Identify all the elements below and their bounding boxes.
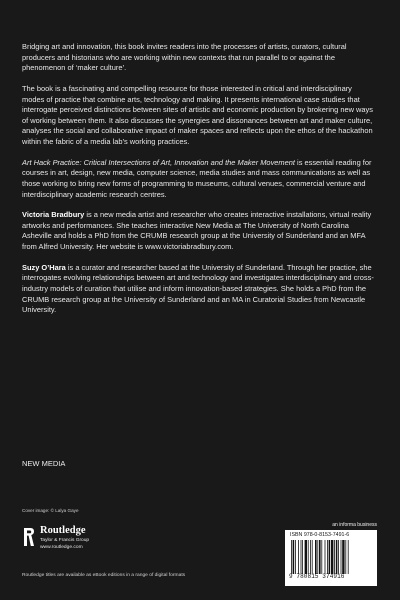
description-block xyxy=(22,42,374,326)
isbn-digits: 9 780815 374916 xyxy=(289,573,345,580)
publisher-name: Routledge xyxy=(40,525,86,536)
isbn-label: ISBN 978-0-8153-7491-6 xyxy=(290,532,350,538)
author-bio-2 xyxy=(22,263,374,316)
description-paragraph-1: Bridging art and innovation, this book invites readers into the processes of artists, curators, cultural producers and historians who are working within new contexts that run parallel to or against the phenomenon of ‘maker culture’. xyxy=(22,42,347,73)
subject-label: NEW MEDIA xyxy=(22,459,66,468)
isbn-barcode xyxy=(289,540,373,574)
audience-text: is essential reading for courses in art, design, new media, computer science, media studies and mass communications as well as those working to bring new forms of programming to museums, cultural venues, commercial venture and interdisciplinary academic research centres. xyxy=(22,157,372,199)
author-bio-text-2: is a curator and researcher based at the University of Sunderland. Through her practice, she interrogates evolving relationships between art and technology and investigates interdisciplinary and cross-industry models of curation that utilise and inform innovation-based strategies. She holds a PhD from the CRUMB research group at the University of Sunderland and an MA in Curatorial Studies from Newcastle University. xyxy=(22,262,374,315)
author-name-1: Victoria Bradbury xyxy=(22,210,85,220)
description-paragraph-2: The book is a fascinating and compelling resource for those interested in critical and interdisciplinary modes of practice that combine arts, technology and making. It presents international case studies that interrogate perceived distinctions between sites of artistic and economic production by brokering new ways of working between them. It also discusses the synergies and dissonances between art and maker culture, analyses the social and collaborative impact of maker spaces and reflects upon the ethos of the hackathon within the fabric of a media lab’s working practices. xyxy=(22,83,373,146)
author-bio-1 xyxy=(22,210,374,252)
publisher-block xyxy=(22,526,192,556)
description-paragraph-3 xyxy=(22,158,374,200)
book-title: Art Hack Practice: Critical Intersections of Art, Innovation and the Maker Movement xyxy=(22,157,295,167)
cover-credit: Cover image: © Lalya Gaye xyxy=(22,508,79,513)
author-name-2: Suzy O’Hara xyxy=(22,262,66,272)
barcode-panel xyxy=(285,530,377,586)
routledge-logo-icon xyxy=(22,527,35,547)
publisher-text xyxy=(40,526,89,550)
publisher-group: Taylor & Francis Group xyxy=(40,538,90,543)
imprint-text: an informa business xyxy=(332,522,377,528)
publisher-url[interactable]: www.routledge.com xyxy=(40,545,83,550)
author-bio-text-1: is a new media artist and researcher who creates interactive installations, virtual reality artworks and performances. She teaches interactive New Media at The University of North Carolina Asheville and holds a PhD from the CRUMB research group at the University of Sunderland and an MFA from Alfred University. Her website is www.victoriabradbury.com. xyxy=(22,210,372,252)
ebook-note: Routledge titles are available as eBook editions in a range of digital formats xyxy=(22,573,186,578)
